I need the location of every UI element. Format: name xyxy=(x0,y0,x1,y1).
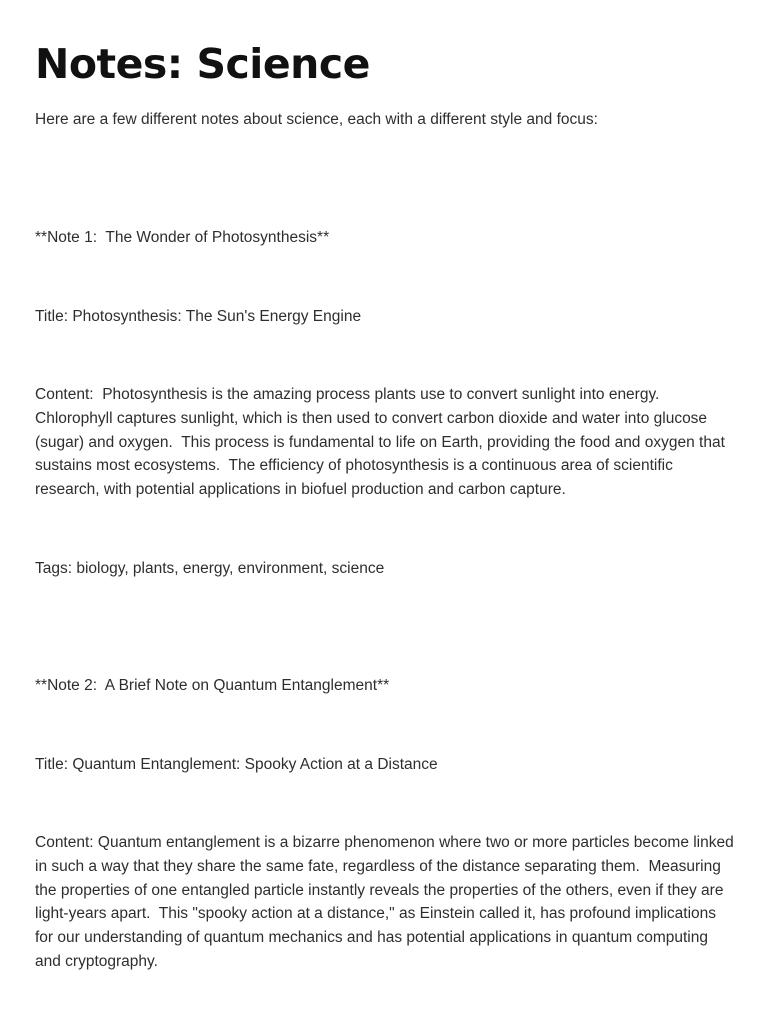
note-1-tags: Tags: biology, plants, energy, environment, science xyxy=(35,560,385,577)
page-title: Notes: Science xyxy=(35,40,370,88)
note-2-content: Content: Quantum entanglement is a bizarre phenomenon where two or more particles become linked in such a way that they share the same fate, regardless of the distance separating them. Measuring the properties of one entangled particle instantly reveals the properties of the others, even if they are light-years apart. This "spooky action at a distance," as Einstein called it, has profound implications for our understanding of quantum mechanics and has potential applications in quantum computing and cryptography. xyxy=(35,834,739,970)
note-2-heading: **Note 2: A Brief Note on Quantum Entanglement** xyxy=(35,677,390,694)
note-1-title: Title: Photosynthesis: The Sun's Energy Engine xyxy=(35,308,362,325)
note-1-heading: **Note 1: The Wonder of Photosynthesis** xyxy=(35,229,330,246)
intro-text: Here are a few different notes about science, each with a different style and focus: xyxy=(35,111,598,128)
note-2-title: Title: Quantum Entanglement: Spooky Action at a Distance xyxy=(35,756,438,773)
note-1-content: Content: Photosynthesis is the amazing process plants use to convert sunlight into energy. Chlorophyll captures sunlight, which is then used to convert carbon dioxide and water into glucose (sugar) and oxygen. This process is fundamental to life on Earth, providing the food and oxygen that sustains most ecosystems. The efficiency of photosynthesis is a continuous area of scientific research, with potential applications in biofuel production and carbon capture. xyxy=(35,386,730,499)
